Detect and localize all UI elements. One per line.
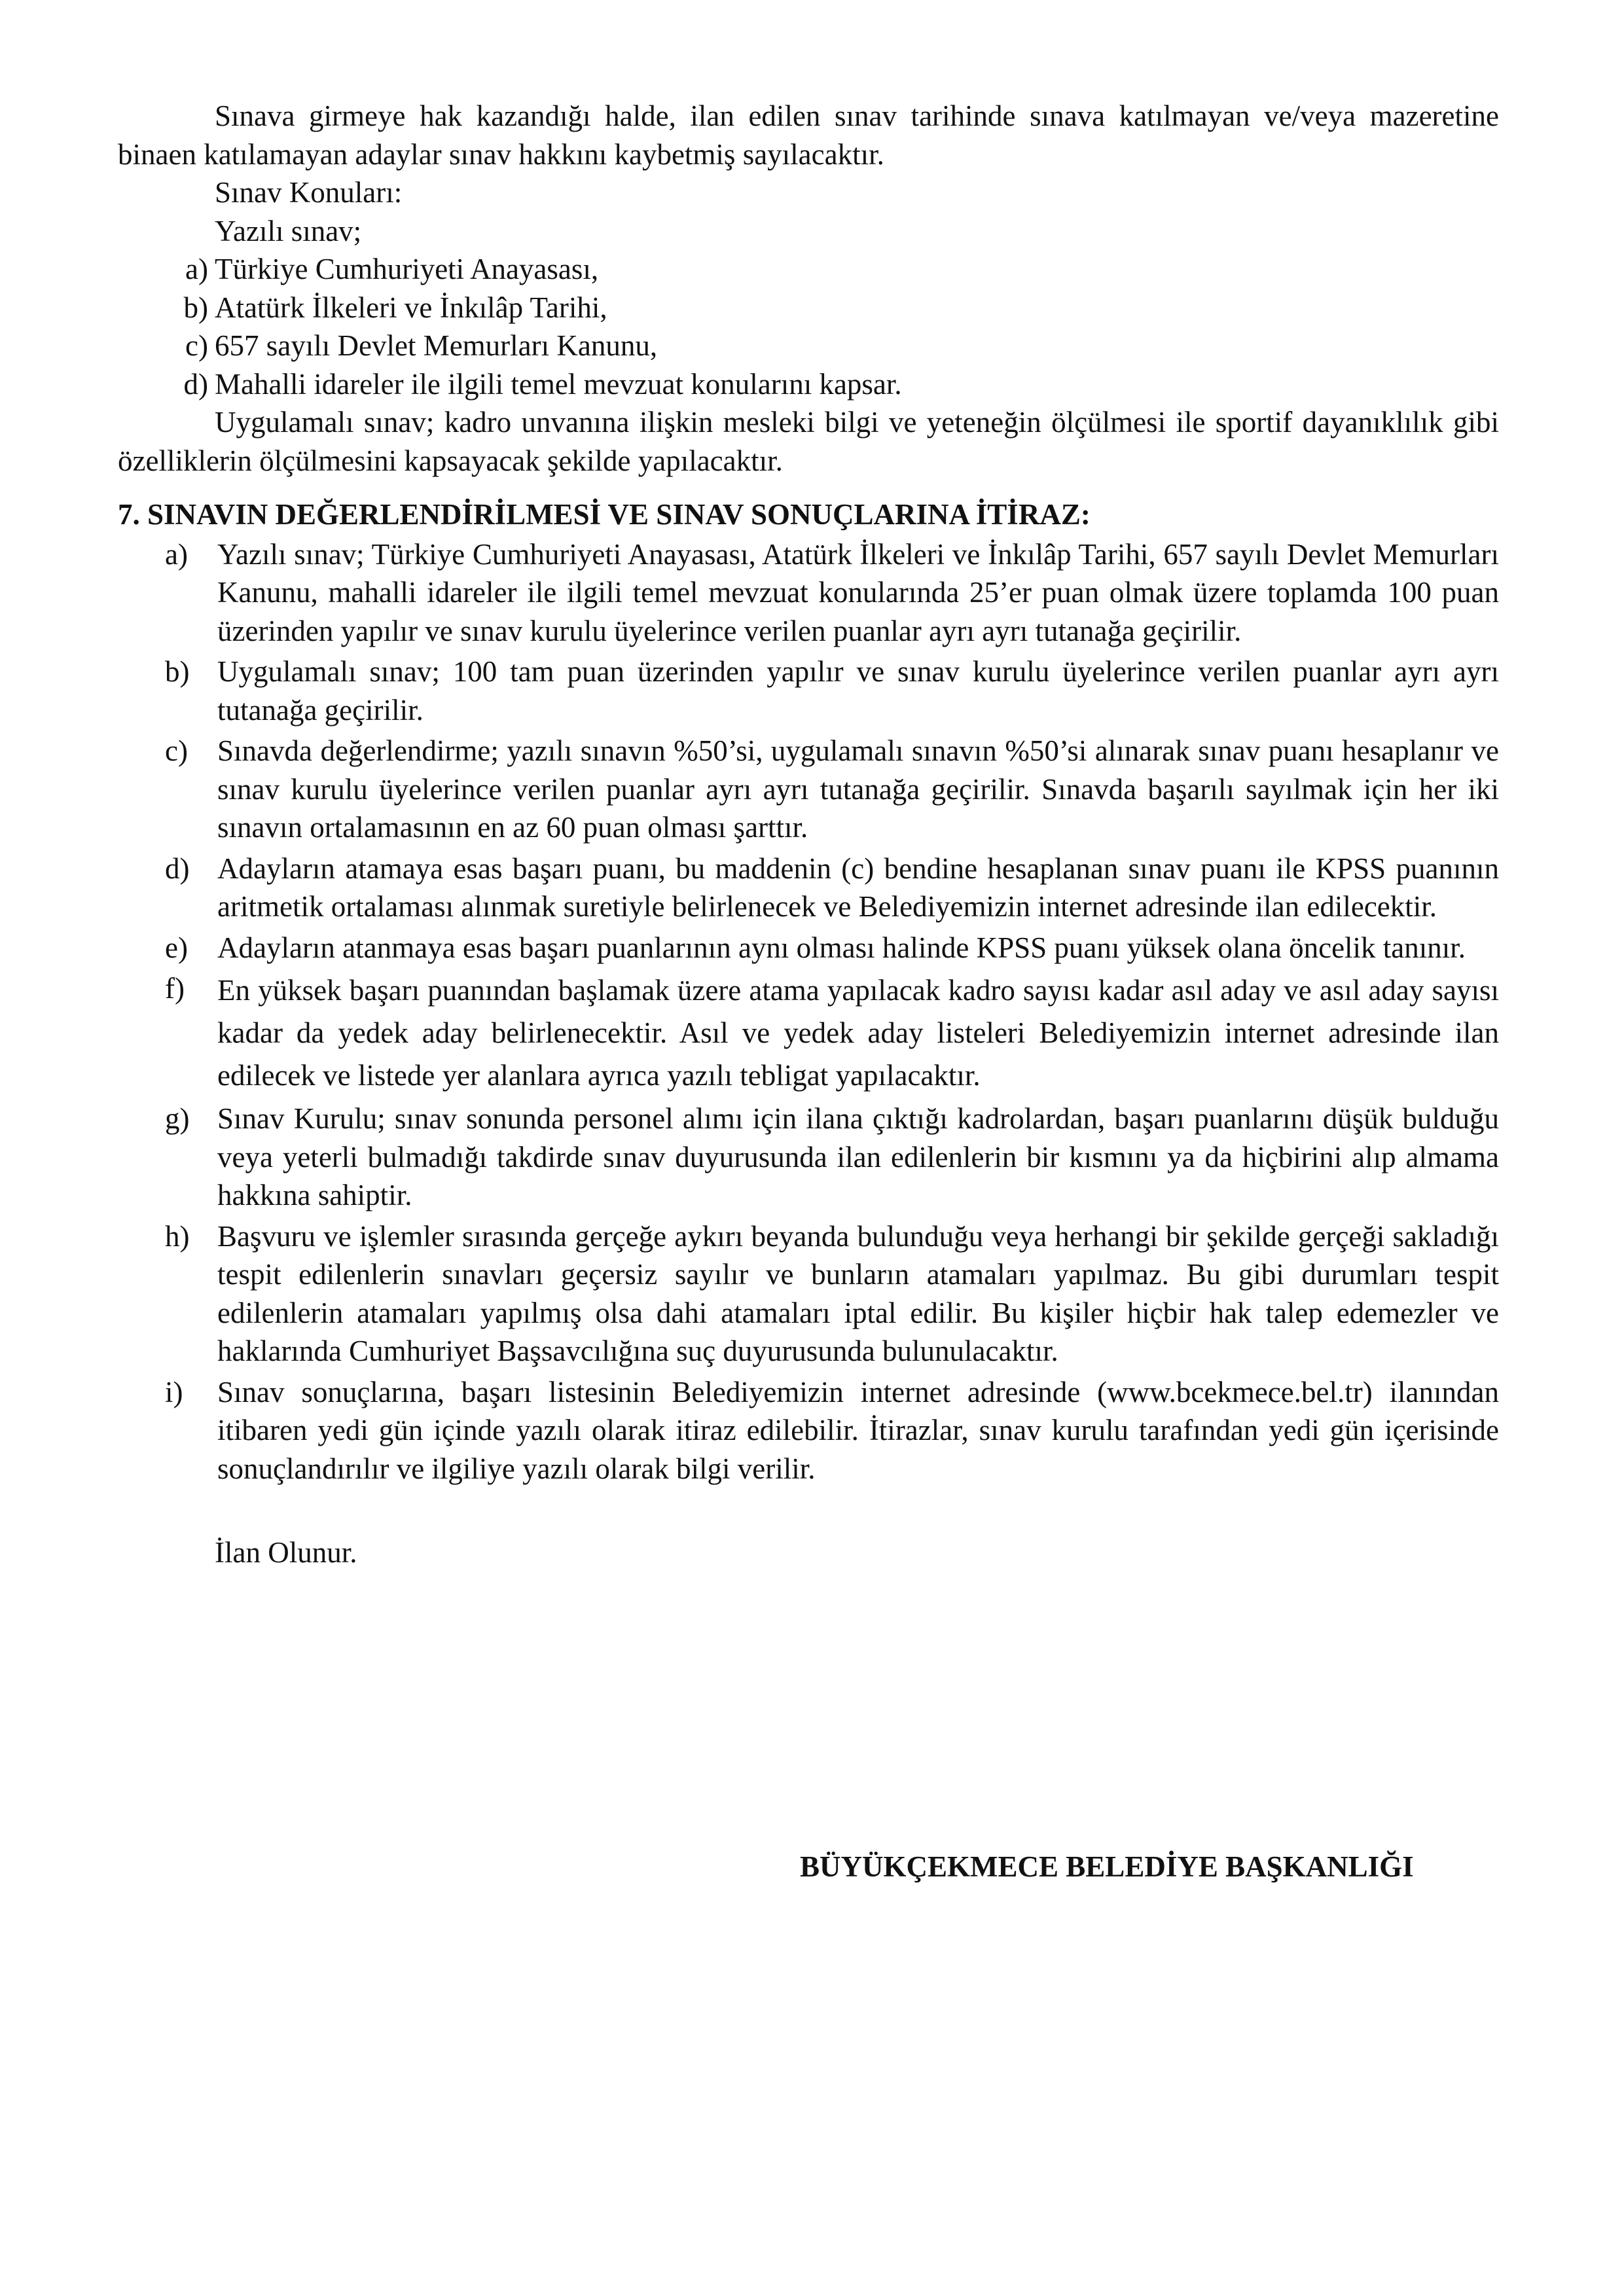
list-letter: b): [165, 655, 190, 688]
list-item: [118, 327, 1499, 365]
list-item: [118, 1100, 1499, 1215]
list-text: Adayların atamaya esas başarı puanı, bu maddenin (c) bendine hesaplanan sınav puanı ile KPSS puanının aritmetik ortalaması alınmak suretiyle belirlenecek ve Belediyemizin internet adresinde ilan edilecektir.: [217, 852, 1499, 923]
list-letter: d): [165, 852, 190, 885]
list-text: Sınav Kurulu; sınav sonunda personel alımı için ilana çıktığı kadrolardan, başarı puanlarını düşük bulduğu veya yeterli bulmadığı takdirde sınav duyurusunda ilan edilenlerin bir kısmını ya da hiçbirini alıp almama hakkına sahiptir.: [217, 1102, 1499, 1211]
list-item: [118, 929, 1499, 967]
list-letter: i): [165, 1375, 183, 1408]
list-letter: c): [185, 329, 208, 362]
list-letter: c): [165, 734, 188, 767]
list-item: [118, 1217, 1499, 1371]
list-item: [118, 365, 1499, 404]
list-item: [118, 653, 1499, 729]
list-text: Mahalli idareler ile ilgili temel mevzuat konularını kapsar.: [215, 367, 902, 401]
closing-text: İlan Olunur.: [215, 1536, 357, 1569]
list-text: 657 sayılı Devlet Memurları Kanunu,: [215, 329, 658, 362]
exam-topics-list: [118, 250, 1499, 403]
section-heading: 7. SINAVIN DEĞERLENDİRİLMESİ VE SINAV SONUÇLARINA İTİRAZ:: [118, 498, 1091, 531]
list-item: [118, 535, 1499, 651]
list-text: Uygulamalı sınav; 100 tam puan üzerinden yapılır ve sınav kurulu üyelerince verilen puanlar ayrı ayrı tutanağa geçirilir.: [217, 655, 1499, 726]
document-page: [118, 97, 1499, 1572]
list-item: [118, 850, 1499, 926]
intro-paragraph: Sınava girmeye hak kazandığı halde, ilan edilen sınav tarihinde sınava katılmayan ve/veya mazeretine binaen katılamayan adaylar sınav hakkını kaybetmiş sayılacaktır.: [118, 99, 1499, 171]
list-item: [118, 289, 1499, 327]
list-text: Atatürk İlkeleri ve İnkılâp Tarihi,: [215, 291, 607, 324]
list-letter: e): [165, 931, 188, 964]
list-letter: d): [183, 367, 208, 401]
written-exam-title: Yazılı sınav;: [215, 214, 362, 247]
list-letter: a): [165, 537, 188, 571]
list-text: Yazılı sınav; Türkiye Cumhuriyeti Anayasası, Atatürk İlkeleri ve İnkılâp Tarihi, 657 sayılı Devlet Memurları Kanunu, mahalli idareler ile ilgili temel mevzuat konularında 25’er puan olmak üzere toplamda 100 puan üzerinden yapılır ve sınav kurulu üyelerince verilen puanlar ayrı ayrı tutanağa geçirilir.: [217, 537, 1499, 647]
topics-title: Sınav Konuları:: [215, 176, 403, 209]
list-letter: a): [185, 253, 208, 285]
list-text: Türkiye Cumhuriyeti Anayasası,: [215, 253, 599, 285]
list-text: En yüksek başarı puanından başlamak üzere atama yapılacak kadro sayısı kadar asıl aday ve asıl aday sayısı kadar da yedek aday belirlenecektir. Asıl ve yedek aday listeleri Belediyemizin internet adresinde ilan edilecek ve listede yer alanlara ayrıca yazılı tebligat yapılacaktır.: [217, 974, 1499, 1092]
applied-exam-paragraph: Uygulamalı sınav; kadro unvanına ilişkin mesleki bilgi ve yeteneğin ölçülmesi ile sportif dayanıklılık gibi özelliklerin ölçülmesini kapsayacak şekilde yapılacaktır.: [118, 406, 1499, 477]
list-item: [118, 1373, 1499, 1488]
list-text: Adayların atanmaya esas başarı puanlarının aynı olması halinde KPSS puanı yüksek olana öncelik tanınır.: [217, 931, 1466, 964]
evaluation-list: [118, 535, 1499, 1488]
list-letter: f): [165, 972, 185, 1005]
signature-block: BÜYÜKÇEKMECE BELEDİYE BAŞKANLIĞI: [800, 1850, 1414, 1883]
list-letter: g): [165, 1102, 190, 1135]
list-text: Sınavda değerlendirme; yazılı sınavın %50’si, uygulamalı sınavın %50’si alınarak sınav puanı hesaplanır ve sınav kurulu üyelerince verilen puanlar ayrı ayrı tutanağa geçirilir. Sınavda başarılı sayılmak için her iki sınavın ortalamasının en az 60 puan olması şarttır.: [217, 734, 1499, 844]
list-text: Başvuru ve işlemler sırasında gerçeğe aykırı beyanda bulunduğu veya herhangi bir şekilde gerçeği sakladığı tespit edilenlerin sınavları geçersiz sayılır ve bunların atamaları yapılmaz. Bu gibi durumları tespit edilenlerin atamaları yapılmış olsa dahi atamaları iptal edilir. Bu kişiler hiçbir hak talep edemezler ve haklarında Cumhuriyet Başsavcılığına suç duyurusunda bulunulacaktır.: [217, 1219, 1499, 1367]
list-text: Sınav sonuçlarına, başarı listesinin Belediyemizin internet adresinde (www.bcekmece.bel.tr) ilanından itibaren yedi gün içinde yazılı olarak itiraz edilebilir. İtirazlar, sınav kurulu tarafından yedi gün içerisinde sonuçlandırılır ve ilgiliye yazılı olarak bilgi verilir.: [217, 1375, 1499, 1485]
list-letter: h): [165, 1219, 190, 1253]
list-item: [118, 969, 1499, 1097]
list-item: [118, 732, 1499, 847]
list-letter: b): [183, 291, 208, 324]
list-item: [118, 250, 1499, 289]
